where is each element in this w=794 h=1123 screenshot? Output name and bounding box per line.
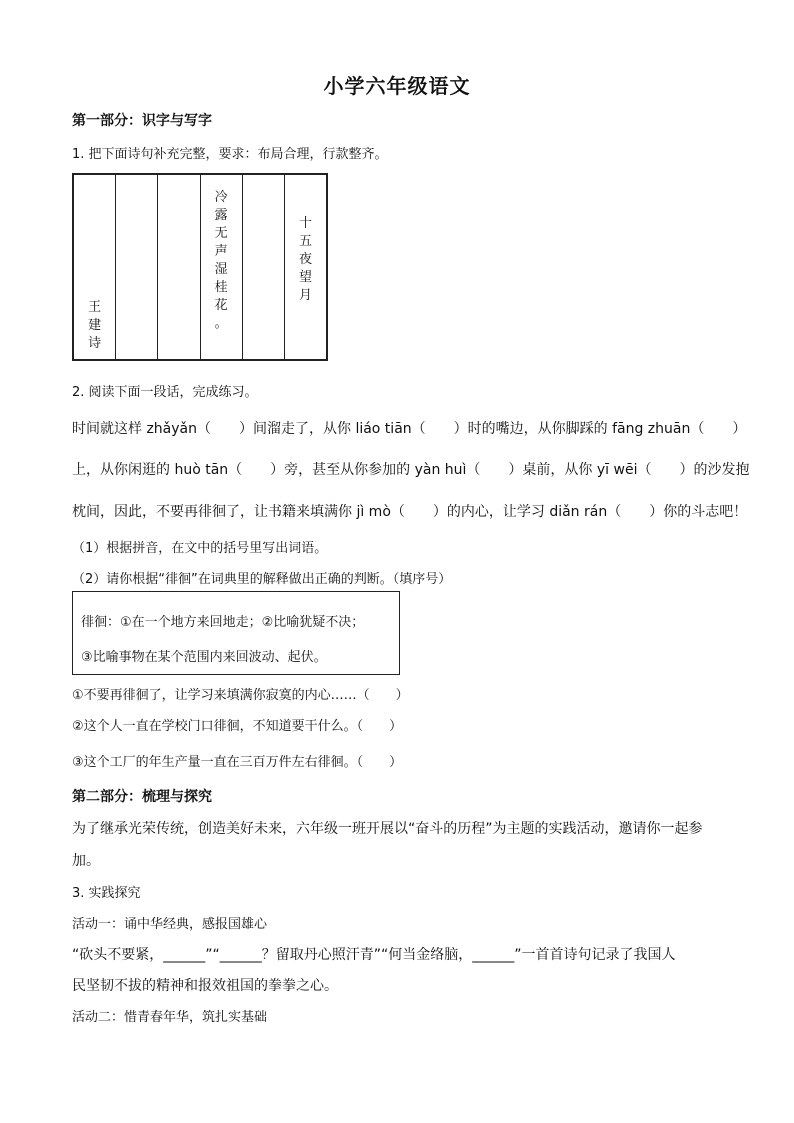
sub-question-1: （1）根据拼音，在文中的括号里写出词语。: [72, 541, 328, 556]
grid-character: 夜: [298, 252, 312, 267]
grid-character: 露: [214, 208, 228, 223]
grid-character: 无: [214, 226, 228, 241]
judgement-item: ①不要再徘徊了，让学习来填满你寂寞的内心……（ ）: [72, 688, 409, 703]
part2-heading: 第二部分：梳理与探究: [72, 789, 212, 805]
grid-column-title: [285, 175, 326, 359]
activity-1-title: 活动一：诵中华经典，感报国雄心: [72, 917, 268, 932]
question-3: 3. 实践探究: [72, 886, 141, 901]
grid-character: 五: [298, 234, 312, 249]
grid-character: 湿: [214, 262, 228, 277]
grid-character: 桂: [214, 280, 228, 295]
passage-line: 上，从你闲逛的 huò tān（ ）旁，甚至从你参加的 yàn huì（ ）桌前，从你 yī wēi（ ）的沙发抱: [72, 462, 750, 478]
grid-character: 。: [214, 316, 228, 331]
grid-character: 冷: [214, 190, 228, 205]
grid-column-blank[interactable]: [243, 175, 285, 359]
passage-line: 枕间，因此，不要再徘徊了，让书籍来填满你 jì mò（ ）的内心，让学习 diǎn rán（ ）你的斗志吧！: [72, 504, 748, 520]
question-2: 2. 阅读下面一段话，完成练习。: [72, 385, 258, 400]
intro-line: 加。: [72, 853, 100, 869]
activity-1-text: 民坚韧不拔的精神和报效祖国的拳拳之心。: [72, 978, 338, 994]
activity-1-text: “砍头不要紧，______”“______？留取丹心照汗青”“何当金络脑，______”一首首诗句记录了我国人: [72, 947, 676, 963]
author-vertical-text: [74, 299, 115, 353]
grid-column-blank[interactable]: [158, 175, 200, 359]
grid-column-author: [74, 175, 116, 359]
grid-character: 十: [298, 216, 312, 231]
poem-line-vertical-text: [201, 189, 242, 333]
question-1: 1. 把下面诗句补充完整，要求：布局合理，行款整齐。: [72, 147, 388, 162]
grid-character: 望: [298, 270, 312, 285]
poem-title-vertical-text: [285, 215, 326, 305]
grid-column-blank[interactable]: [116, 175, 158, 359]
part1-heading: 第一部分：识字与写字: [72, 113, 212, 129]
grid-character: 花: [214, 298, 228, 313]
poem-writing-grid: [72, 173, 328, 361]
grid-column-line: [201, 175, 243, 359]
intro-line: 为了继承光荣传统，创造美好未来，六年级一班开展以“奋斗的历程”为主题的实践活动，邀请你一起参: [72, 821, 703, 837]
definition-box: [72, 591, 400, 675]
page-title: 小学六年级语文: [323, 74, 471, 98]
passage-line: 时间就这样 zhǎyǎn（ ）间溜走了，从你 liáo tiān（ ）时的嘴边，从你脚踩的 fāng zhuān（ ）: [72, 421, 747, 437]
grid-character: 月: [298, 288, 312, 303]
sub-question-2: （2）请你根据“徘徊”在词典里的解释做出正确的判断。（填序号）: [72, 572, 452, 587]
activity-2-title: 活动二：惜青春年华，筑扎实基础: [72, 1010, 268, 1025]
grid-character: 诗: [88, 336, 102, 351]
grid-character: 王: [88, 300, 102, 315]
grid-character: 建: [88, 318, 102, 333]
grid-character: 声: [214, 244, 228, 259]
definition-line: 徘徊：①在一个地方来回地走；②比喻犹疑不决；: [81, 615, 365, 630]
definition-line: ③比喻事物在某个范围内来回波动、起伏。: [81, 650, 327, 665]
judgement-item: ③这个工厂的年生产量一直在三百万件左右徘徊。（ ）: [72, 755, 403, 770]
judgement-item: ②这个人一直在学校门口徘徊，不知道要干什么。（ ）: [72, 719, 403, 734]
